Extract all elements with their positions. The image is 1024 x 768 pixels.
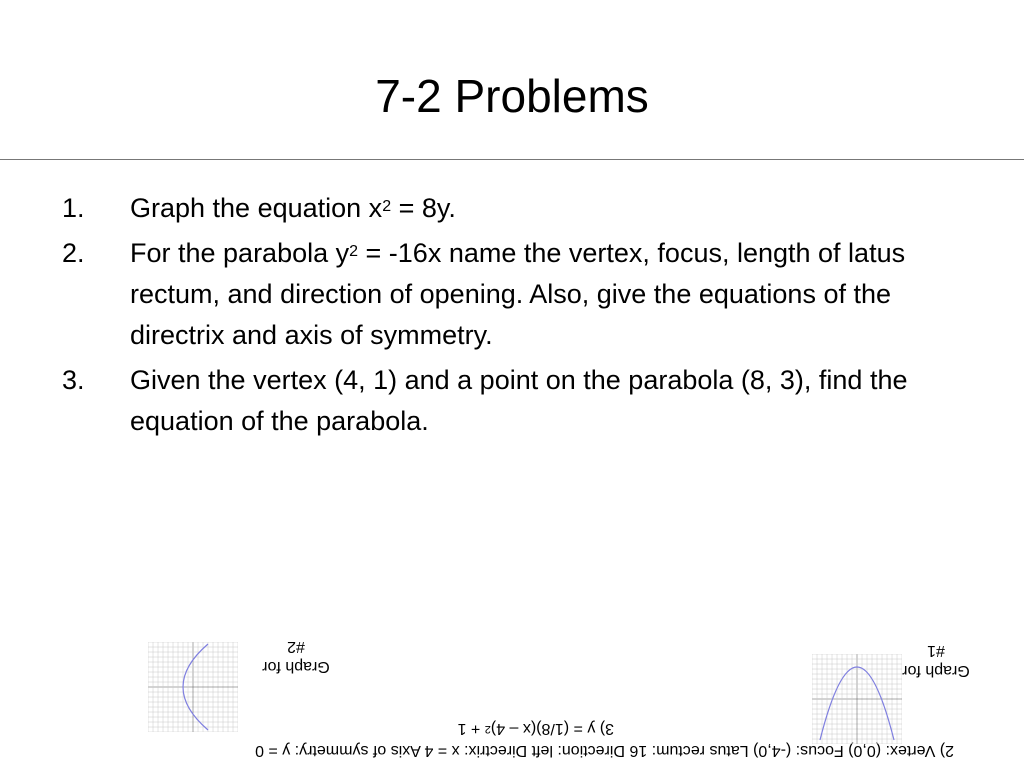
answer-2: 2) Vertex: (0,0) Focus: (-4,0) Latus rectum: 16 Direction: left Directrix: x = 4 Axis of symmetry: y = 0 bbox=[255, 742, 954, 759]
upside-down-answer-key bbox=[0, 600, 1024, 768]
slide-title: 7-2 Problems bbox=[375, 70, 649, 122]
problem-text: Given the vertex (4, 1) and a point on the parabola (8, 3), find the equation of the parabola. bbox=[130, 365, 908, 436]
problem-text: For the parabola $y^2 = -16x$ name the vertex, focus, length of latus rectum, and direction of opening. Also, give the equations of the directrix and axis of symmetry. bbox=[130, 238, 906, 350]
problem-text: Graph the equation $x^2 = 8y$. bbox=[130, 193, 456, 223]
problem-item-2 bbox=[62, 233, 962, 356]
problem-item-1 bbox=[62, 188, 962, 229]
problem-number: 2. bbox=[62, 238, 85, 268]
graph-2-parabola bbox=[148, 642, 238, 732]
problem-item-3 bbox=[62, 360, 962, 442]
problem-number: 1. bbox=[62, 193, 85, 223]
graph-2-grid bbox=[148, 642, 238, 732]
problem-list bbox=[62, 188, 962, 446]
problem-number: 3. bbox=[62, 365, 85, 395]
graph-2-label: Graph for #2 bbox=[262, 638, 330, 675]
graph-1-label: Graph for #1 bbox=[902, 642, 970, 679]
graph-1-parabola bbox=[812, 654, 902, 744]
answer-3: 3) y = (1/8)(x – 4)$^2$ + 1 bbox=[457, 720, 614, 737]
title-rule bbox=[0, 159, 1024, 160]
